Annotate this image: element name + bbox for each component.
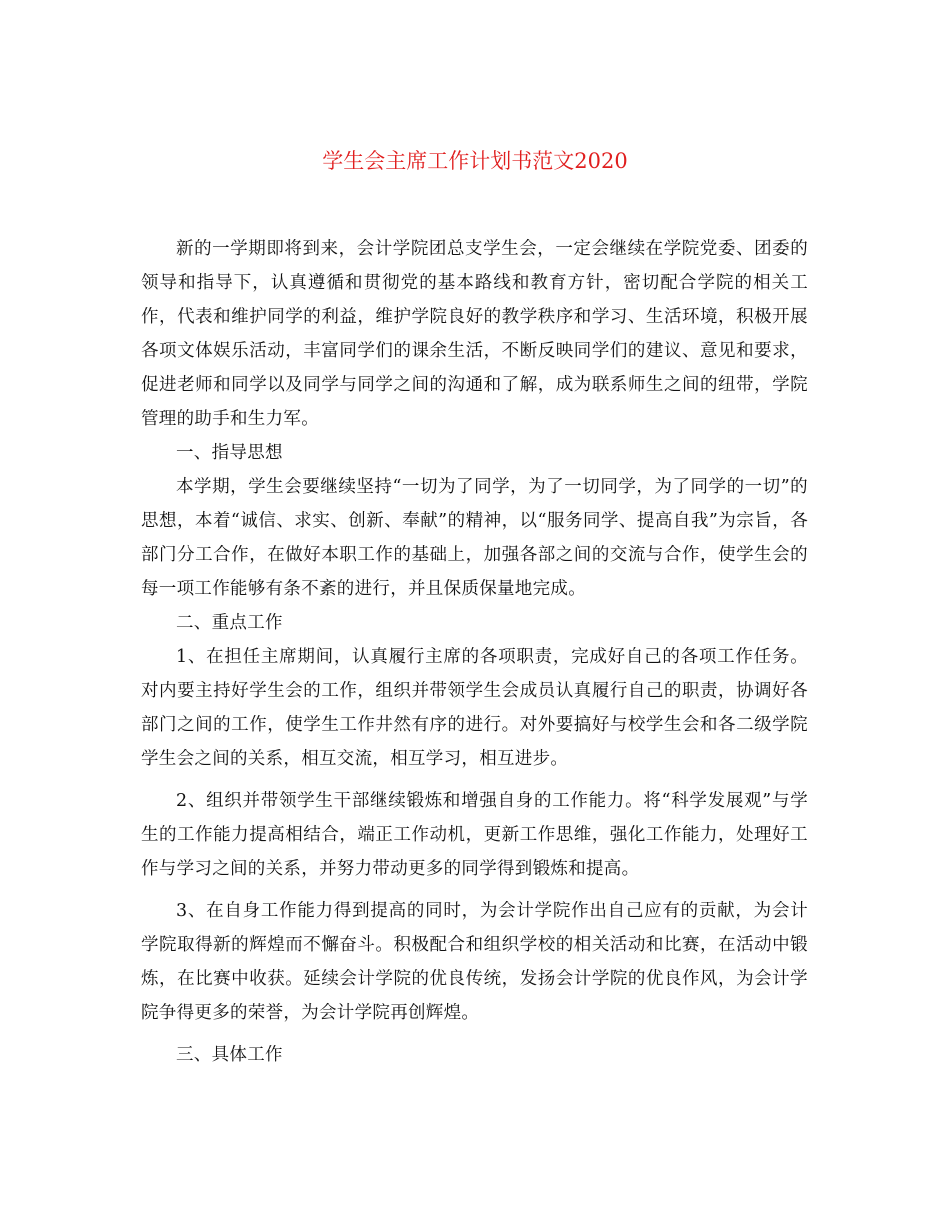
document-title: 学生会主席工作计划书范文2020 xyxy=(322,149,628,173)
heading-specific-work: 三、具体工作 xyxy=(176,1045,283,1065)
paragraph-intro: 新的一学期即将到来，会计学院团总支学生会，一定会继续在学院党委、团委的领导和指导下，认真遵循和贯彻党的基本路线和教育方针，密切配合学院的相关工作，代表和维护同学的利益，维护学院良好的教学秩序和学习、生活环境，积极开展各项文体娱乐活动，丰富同学们的课余生活，不断反映同学们的建议、意见和要求，促进老师和同学以及同学与同学之间的沟通和了解，成为联系师生之间的纽带，学院管理的助手和生力军。 xyxy=(141,239,808,429)
document-body xyxy=(141,232,808,1072)
heading-key-work: 二、重点工作 xyxy=(176,613,283,633)
paragraph-key-work-2: 2、组织并带领学生干部继续锻炼和增强自身的工作能力。将“科学发展观”与学生的工作能力提高相结合，端正工作动机，更新工作思维，强化工作能力，处理好工作与学习之间的关系，并努力带动更多的同学得到锻炼和提高。 xyxy=(141,791,808,879)
heading-guiding-ideology: 一、指导思想 xyxy=(176,443,283,463)
paragraph-key-work-3: 3、在自身工作能力得到提高的同时，为会计学院作出自己应有的贡献，为会计学院取得新的辉煌而不懈奋斗。积极配合和组织学校的相关活动和比赛，在活动中锻炼，在比赛中收获。延续会计学院的优良传统，发扬会计学院的优良作风，为会计学院争得更多的荣誉，为会计学院再创辉煌。 xyxy=(141,901,808,1023)
paragraph-key-work-1: 1、在担任主席期间，认真履行主席的各项职责，完成好自己的各项工作任务。对内要主持好学生会的工作，组织并带领学生会成员认真履行自己的职责，协调好各部门之间的工作，使学生工作井然有序的进行。对外要搞好与校学生会和各二级学院学生会之间的关系，相互交流，相互学习，相互进步。 xyxy=(141,647,808,769)
paragraph-guiding-ideology: 本学期，学生会要继续坚持“一切为了同学，为了一切同学，为了同学的一切”的思想，本着“诚信、求实、创新、奉献”的精神，以“服务同学、提高自我”为宗旨，各部门分工合作，在做好本职工作的基础上，加强各部之间的交流与合作，使学生会的每一项工作能够有条不紊的进行，并且保质保量地完成。 xyxy=(141,477,808,599)
